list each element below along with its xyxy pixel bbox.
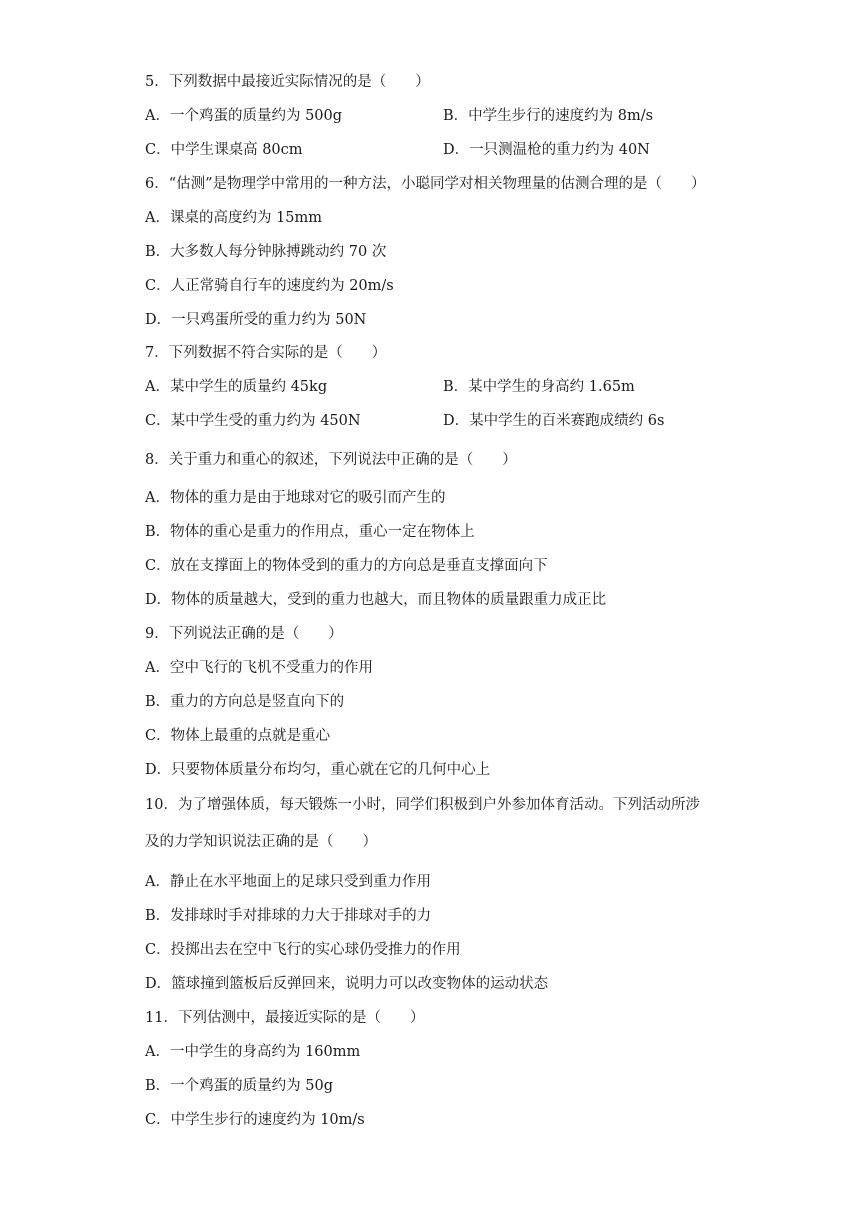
question-7-option-c: C．某中学生受的重力约为 450N [145,413,361,429]
question-10-stem-line-1: 10．为了增强体质，每天锻炼一小时，同学们积极到户外参加体育活动。下列活动所涉 [145,797,700,813]
question-8-option-c: C．放在支撑面上的物体受到的重力的方向总是垂直支撑面向下 [145,558,548,574]
question-9-option-d: D．只要物体质量分布均匀，重心就在它的几何中心上 [145,762,491,778]
question-5-option-b: B．中学生步行的速度约为 8m/s [443,108,654,124]
question-10-option-c: C．投掷出去在空中飞行的实心球仍受推力的作用 [145,942,461,958]
question-9-option-c: C．物体上最重的点就是重心 [145,728,331,744]
question-5-option-d: D．一只测温枪的重力约为 40N [443,142,650,158]
question-11-option-b: B．一个鸡蛋的质量约为 50g [145,1078,333,1094]
question-5-option-a: A．一个鸡蛋的质量约为 500g [145,108,343,124]
question-10-stem-line-2: 及的力学知识说法正确的是（ ） [145,834,377,850]
question-9-stem: 9．下列说法正确的是（ ） [145,626,343,642]
question-8-option-d: D．物体的质量越大，受到的重力也越大，而且物体的质量跟重力成正比 [145,592,607,608]
question-11-option-c: C．中学生步行的速度约为 10m/s [145,1112,365,1128]
question-7-option-d: D．某中学生的百米赛跑成绩约 6s [443,413,665,429]
question-8-stem: 8．关于重力和重心的叙述，下列说法中正确的是（ ） [145,452,517,468]
question-9-option-b: B．重力的方向总是竖直向下的 [145,694,345,710]
question-5-stem: 5．下列数据中最接近实际情况的是（ ） [145,74,430,90]
question-6-option-d: D．一只鸡蛋所受的重力约为 50N [145,312,367,328]
question-10-option-b: B．发排球时手对排球的力大于排球对手的力 [145,908,432,924]
question-6-option-c: C．人正常骑自行车的速度约为 20m/s [145,278,394,294]
question-8-option-a: A．物体的重力是由于地球对它的吸引而产生的 [145,490,446,506]
question-7-option-b: B．某中学生的身高约 1.65m [443,379,635,395]
question-6-option-b: B．大多数人每分钟脉搏跳动约 70 次 [145,244,387,260]
question-11-option-a: A．一中学生的身高约为 160mm [145,1044,361,1060]
question-6-stem: 6．“估测”是物理学中常用的一种方法，小聪同学对相关物理量的估测合理的是（ ） [145,176,706,192]
question-5-option-c: C．中学生课桌高 80cm [145,142,303,158]
question-11-stem: 11．下列估测中，最接近实际的是（ ） [145,1010,425,1026]
question-10-option-d: D．篮球撞到篮板后反弹回来，说明力可以改变物体的运动状态 [145,976,549,992]
question-7-stem: 7．下列数据不符合实际的是（ ） [145,345,387,361]
question-10-option-a: A．静止在水平地面上的足球只受到重力作用 [145,874,431,890]
question-7-option-a: A．某中学生的质量约 45kg [145,379,328,395]
question-6-option-a: A．课桌的高度约为 15mm [145,210,323,226]
question-8-option-b: B．物体的重心是重力的作用点，重心一定在物体上 [145,524,475,540]
question-9-option-a: A．空中飞行的飞机不受重力的作用 [145,660,373,676]
